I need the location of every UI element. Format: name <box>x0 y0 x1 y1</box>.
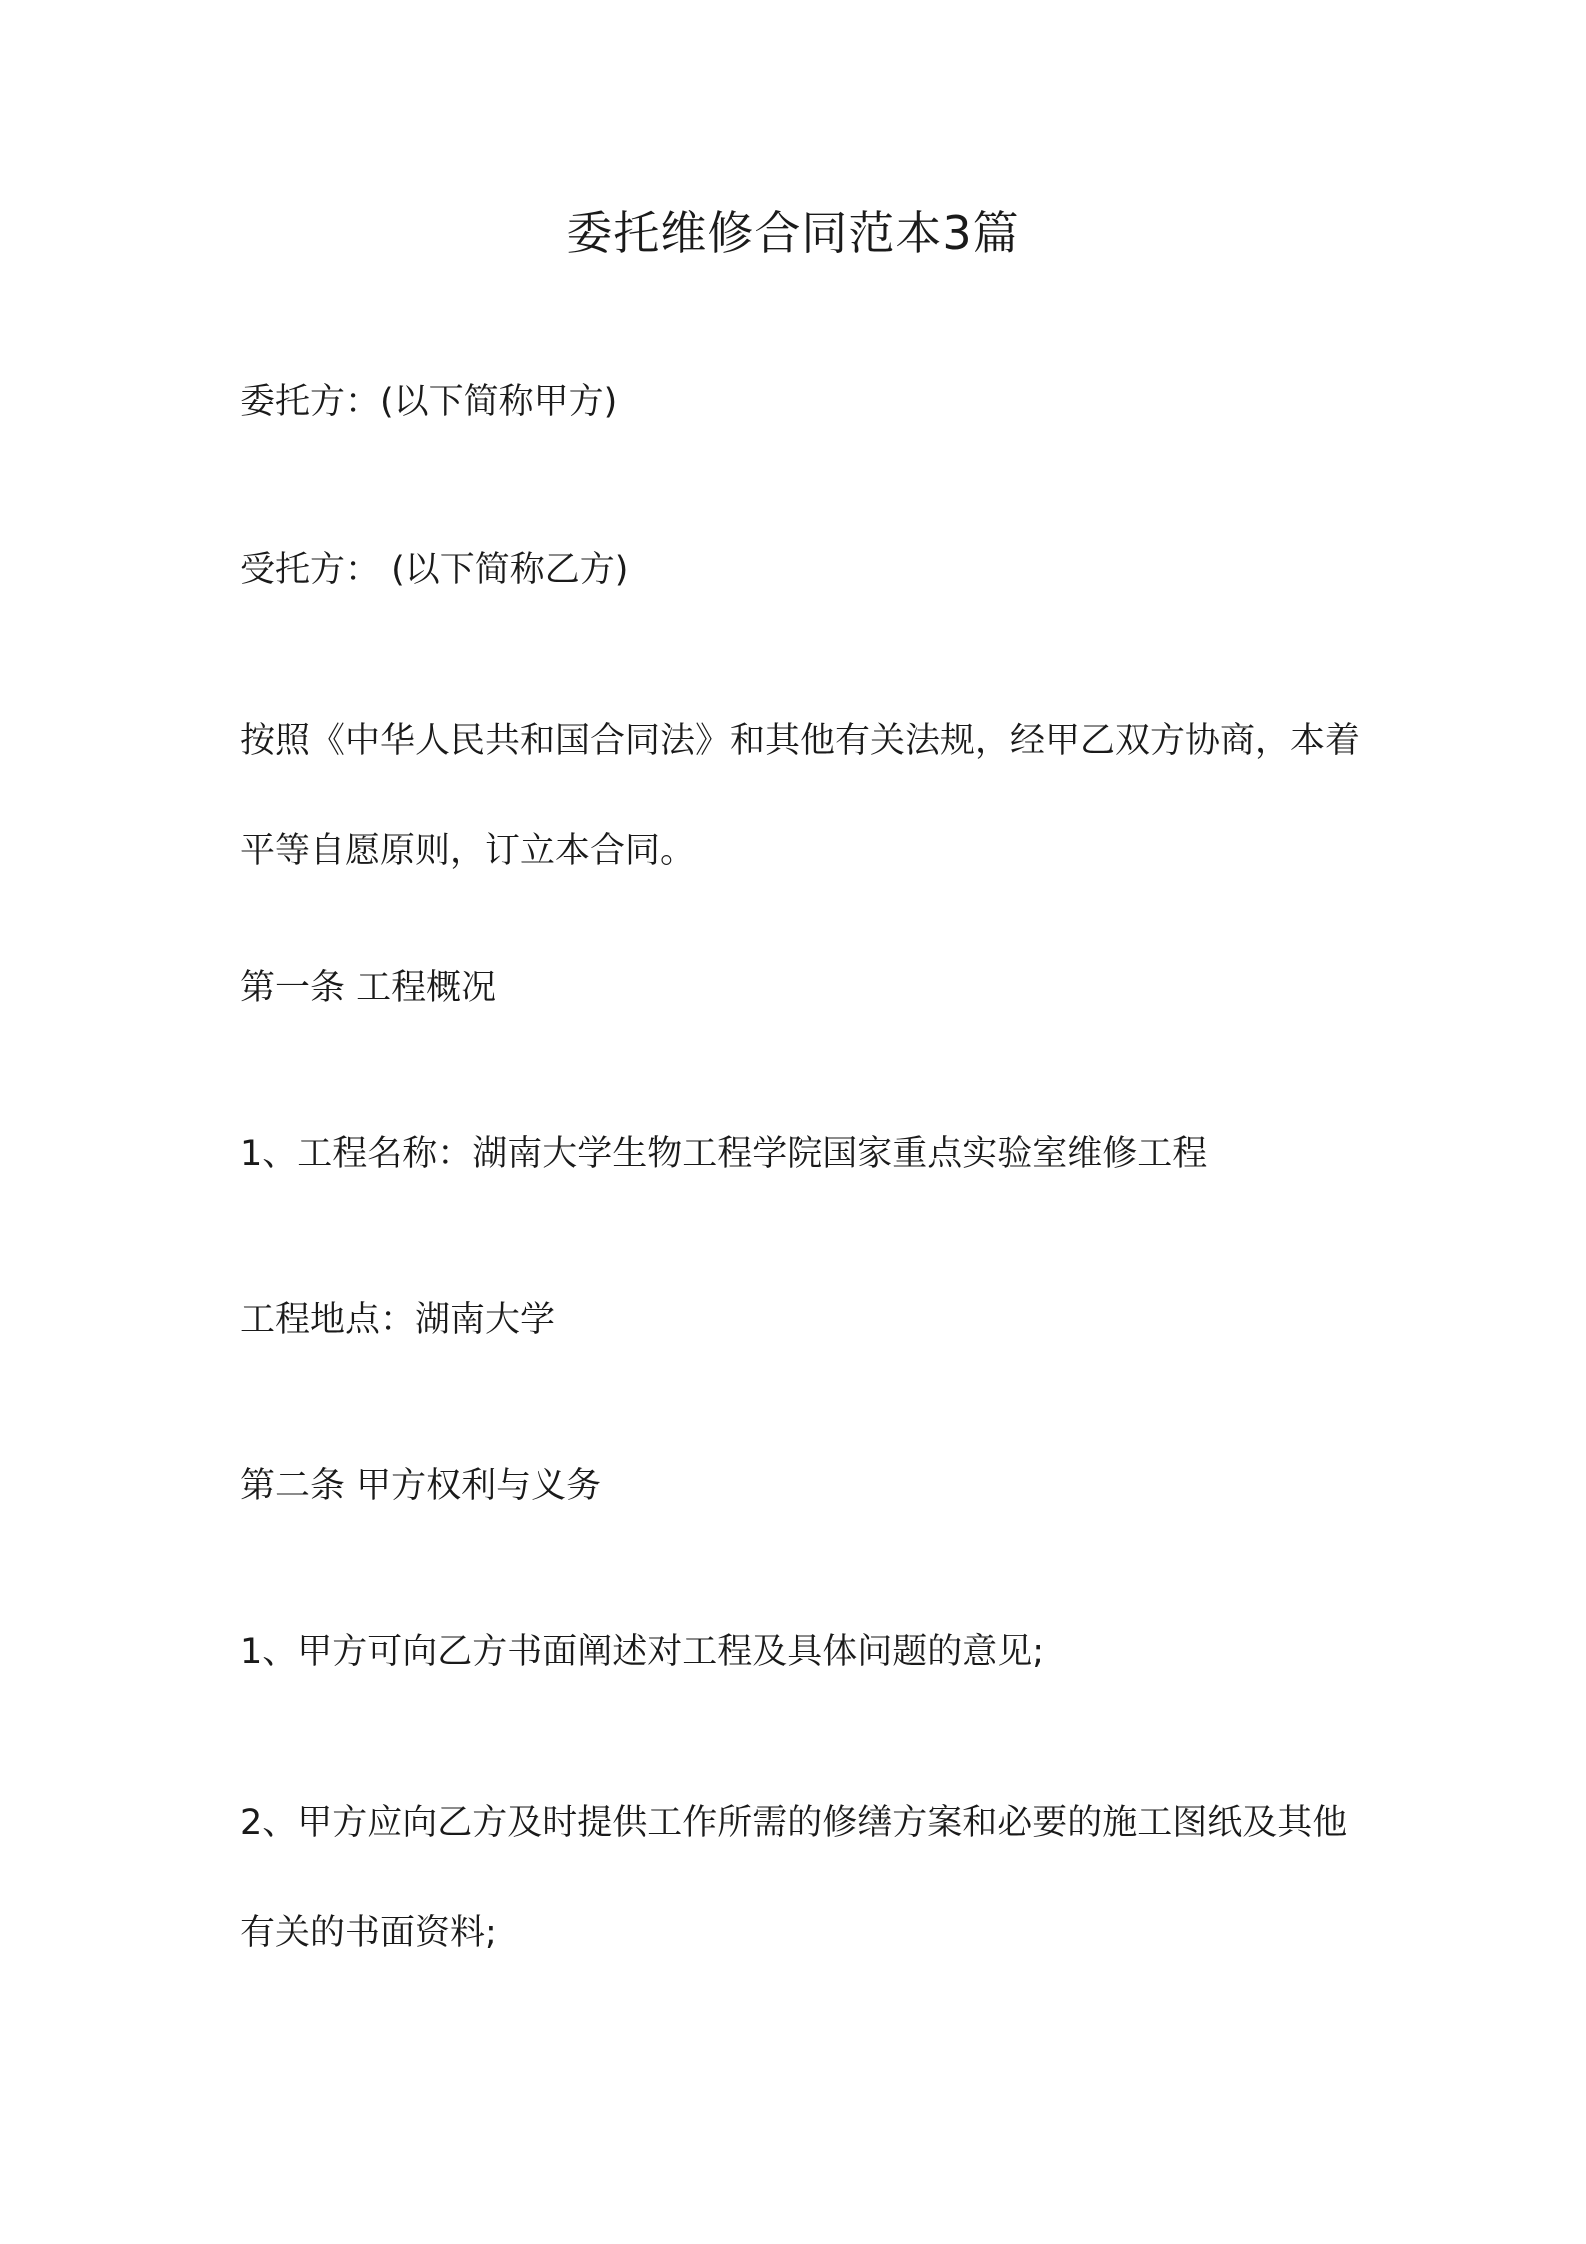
paragraph-project-location: 工程地点：湖南大学 <box>240 1300 556 1340</box>
paragraph-contractor: 受托方： (以下简称乙方) <box>240 550 629 590</box>
paragraph-project-name: 1、工程名称：湖南大学生物工程学院国家重点实验室维修工程 <box>240 1134 1208 1174</box>
document-title: 委托维修合同范本3篇 <box>566 206 1020 260</box>
section-heading-2: 第二条 甲方权利与义务 <box>240 1466 602 1506</box>
section-heading-1: 第一条 工程概况 <box>240 968 497 1008</box>
paragraph-party-a-item-1: 1、甲方可向乙方书面阐述对工程及具体问题的意见; <box>240 1632 1045 1672</box>
paragraph-party-a-item-2: 2、甲方应向乙方及时提供工作所需的修缮方案和必要的施工图纸及其他有关的书面资料; <box>240 1803 1348 1953</box>
paragraph-preamble: 按照《中华人民共和国合同法》和其他有关法规，经甲乙双方协商，本着平等自愿原则，订立本合同。 <box>240 721 1361 871</box>
paragraph-client: 委托方：(以下简称甲方) <box>240 382 618 422</box>
